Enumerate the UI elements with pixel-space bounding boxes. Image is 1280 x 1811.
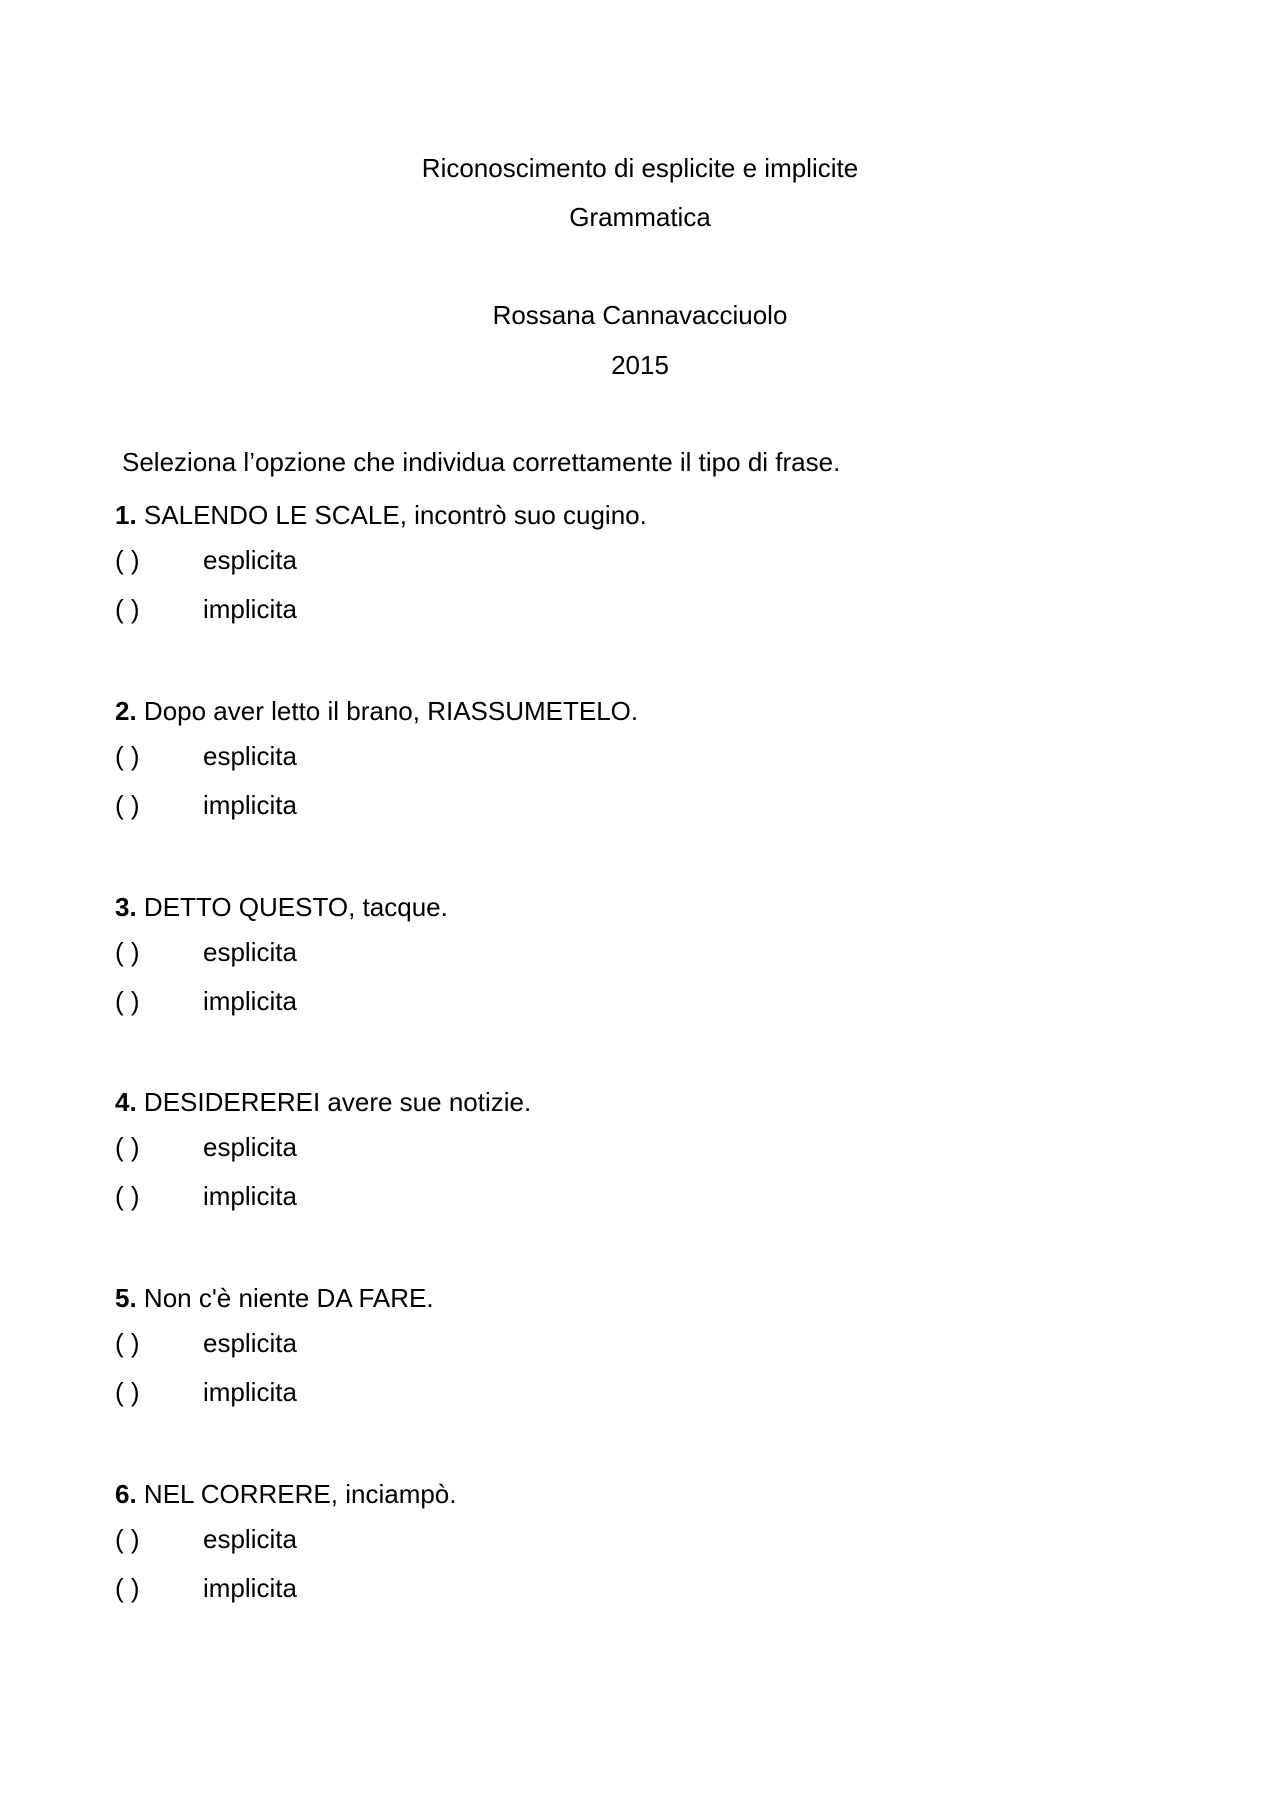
question-3-option-implicita[interactable] [115,986,1165,1016]
question-3-text-line [115,892,1165,922]
question-number: 1. [115,500,137,530]
question-text: SALENDO LE SCALE, incontrò suo cugino. [143,500,647,530]
checkbox-marker[interactable]: ( ) [115,937,140,967]
option-label: implicita [203,594,297,624]
question-1-text-line [115,500,1165,530]
checkbox-marker[interactable]: ( ) [115,986,140,1016]
question-number: 2. [115,696,137,726]
question-6 [115,1479,1165,1603]
question-text: NEL CORRERE, inciampò. [143,1479,457,1509]
checkbox-marker[interactable]: ( ) [115,594,140,624]
question-4 [115,1087,1165,1211]
question-number: 5. [115,1283,137,1313]
document-subject: Grammatica [569,202,711,232]
instruction-text: Seleziona l’opzione che individua correttamente il tipo di frase. [122,447,841,477]
question-4-option-implicita[interactable] [115,1181,1165,1211]
checkbox-marker[interactable]: ( ) [115,1328,140,1358]
question-2 [115,696,1165,820]
question-number: 3. [115,892,137,922]
option-label: implicita [203,1377,297,1407]
question-1-option-implicita[interactable] [115,594,1165,624]
option-label: implicita [203,1573,297,1603]
checkbox-marker[interactable]: ( ) [115,790,140,820]
question-2-option-implicita[interactable] [115,790,1165,820]
question-3 [115,892,1165,1016]
checkbox-marker[interactable]: ( ) [115,545,140,575]
question-2-text-line [115,696,1165,726]
option-label: esplicita [203,937,297,967]
document-author: Rossana Cannavacciuolo [492,300,788,330]
option-label: implicita [203,790,297,820]
question-4-text-line [115,1087,1165,1117]
question-text: Non c'è niente DA FARE. [143,1283,434,1313]
question-text: DETTO QUESTO, tacque. [143,892,448,922]
option-label: implicita [203,986,297,1016]
option-label: esplicita [203,1524,297,1554]
question-6-option-implicita[interactable] [115,1573,1165,1603]
document-year: 2015 [611,350,669,380]
question-5-option-implicita[interactable] [115,1377,1165,1407]
question-6-text-line [115,1479,1165,1509]
question-5 [115,1283,1165,1407]
checkbox-marker[interactable]: ( ) [115,741,140,771]
checkbox-marker[interactable]: ( ) [115,1524,140,1554]
question-2-option-esplicita[interactable] [115,741,1165,771]
option-label: esplicita [203,1328,297,1358]
question-3-option-esplicita[interactable] [115,937,1165,967]
question-5-text-line [115,1283,1165,1313]
checkbox-marker[interactable]: ( ) [115,1181,140,1211]
question-text: Dopo aver letto il brano, RIASSUMETELO. [143,696,639,726]
option-label: esplicita [203,741,297,771]
checkbox-marker[interactable]: ( ) [115,1377,140,1407]
question-6-option-esplicita[interactable] [115,1524,1165,1554]
option-label: esplicita [203,545,297,575]
question-1-option-esplicita[interactable] [115,545,1165,575]
question-text: DESIDEREREI avere sue notizie. [143,1087,532,1117]
checkbox-marker[interactable]: ( ) [115,1573,140,1603]
question-1 [115,500,1165,624]
question-4-option-esplicita[interactable] [115,1132,1165,1162]
question-5-option-esplicita[interactable] [115,1328,1165,1358]
checkbox-marker[interactable]: ( ) [115,1132,140,1162]
document-title: Riconoscimento di esplicite e implicite [421,153,859,183]
option-label: esplicita [203,1132,297,1162]
option-label: implicita [203,1181,297,1211]
question-number: 6. [115,1479,137,1509]
question-number: 4. [115,1087,137,1117]
